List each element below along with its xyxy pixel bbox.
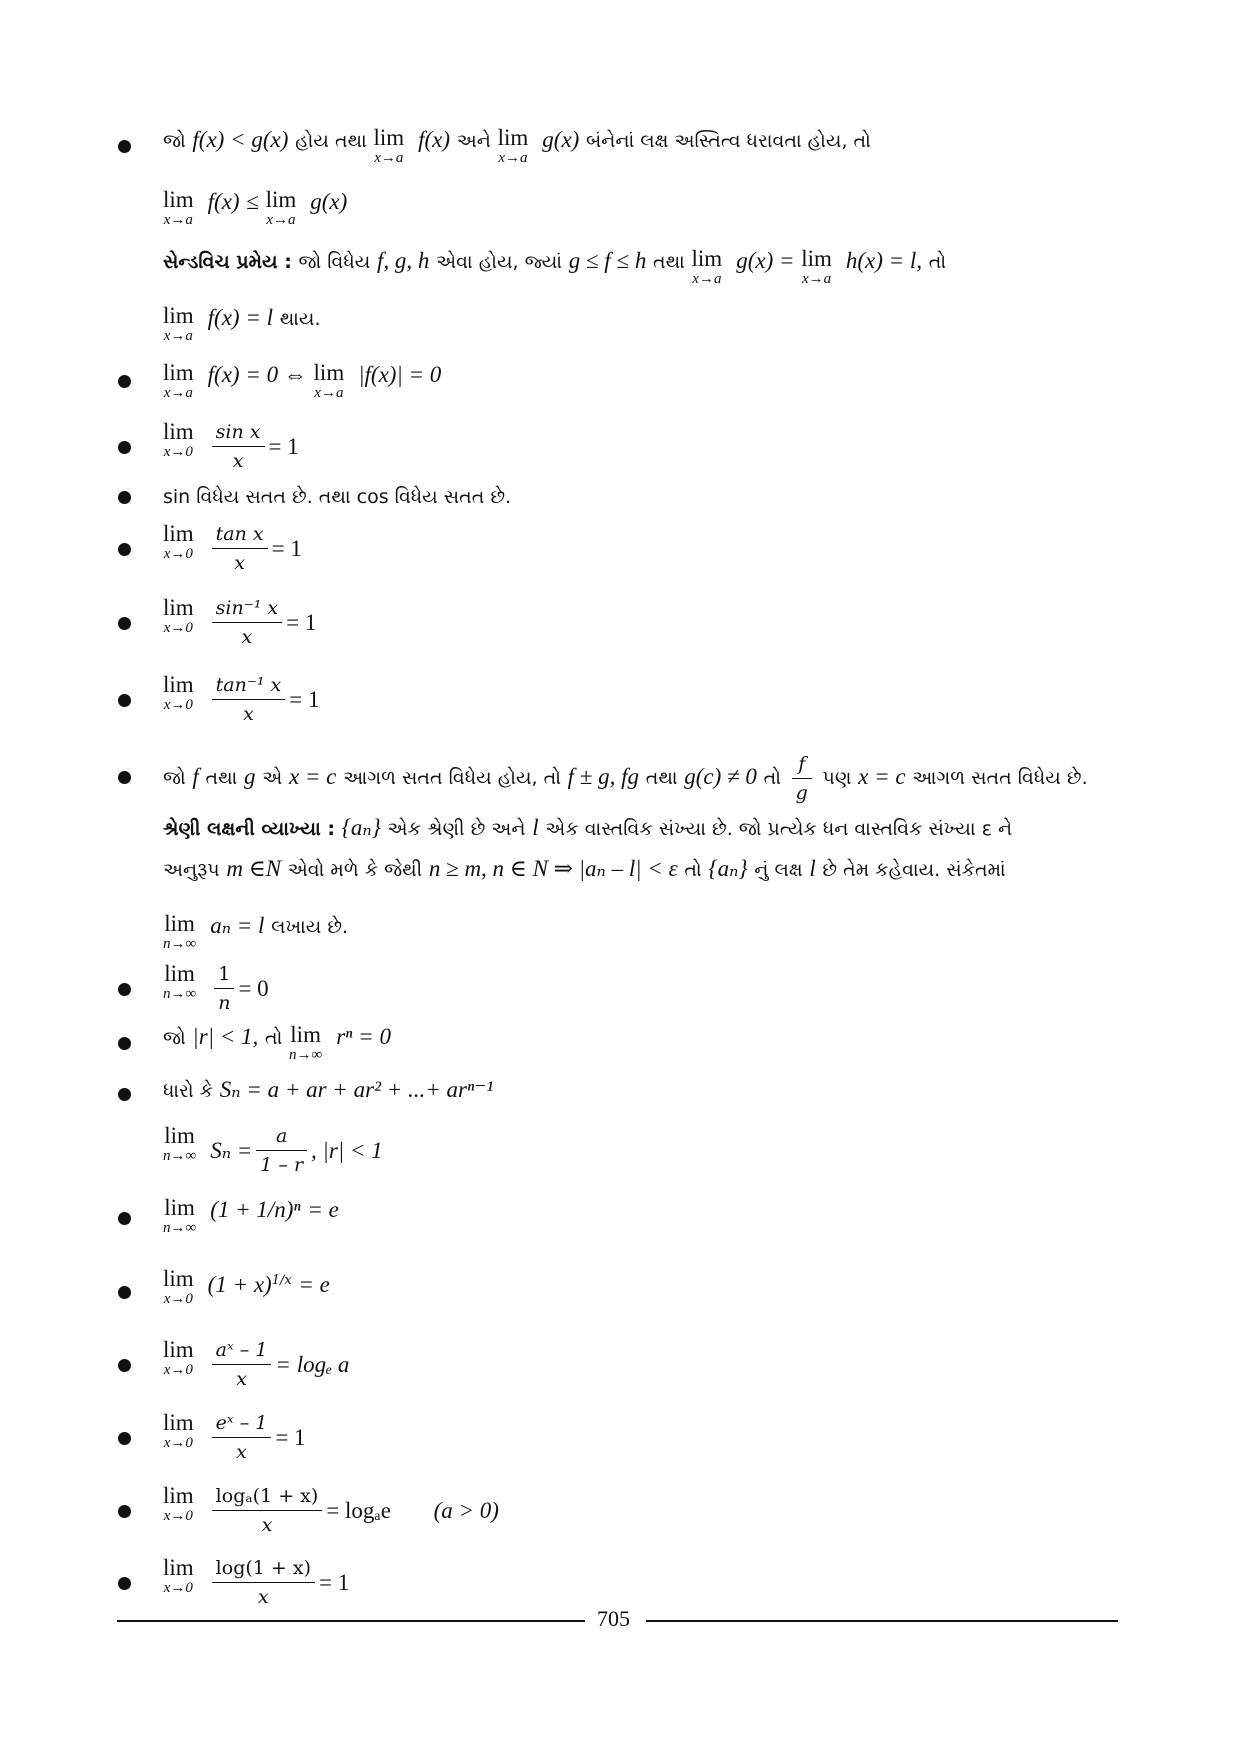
limit-e-function: lim x→0 $(1 + x)^{1/x} = e$ [163, 1266, 330, 1307]
sequence-limit-notation: lim n→∞ aₙ = l લખાય છે. [163, 911, 349, 952]
bullet [118, 1505, 131, 1518]
bullet [118, 441, 131, 454]
sequence-limit-definition-2: અનુરૂપ m ∈N એવો મળે કે જેથી n ≥ m, n ∈ N ⇒ |aₙ – l| < ε તો {aₙ} નું લક્ષ l છે તેમ કહેવાય. સંકેતમાં [163, 856, 1006, 881]
bullet [118, 140, 131, 153]
sandwich-conclusion: lim x→a f(x) = l થાય. [163, 303, 321, 344]
limit-ax-minus-1: lim x→0 $\frac{\text{aˣ – 1}}{x}$ = logₑ a [163, 1337, 350, 1390]
limit-ex-minus-1: lim x→0 $\frac{\text{eˣ – 1}}{x}$ = 1 [163, 1410, 306, 1463]
limit-e-sequence: lim n→∞ (1 + 1/n)ⁿ = e [163, 1195, 339, 1236]
bullet [118, 771, 131, 784]
geometric-series-def: ધારો કે Sₙ = a + ar + ar² + ...+ arⁿ⁻¹ [163, 1077, 494, 1102]
continuity-combinations: જો f તથા g એ x = c આગળ સતત વિધેય હોય, તો f ± g, fg તથા g(c) ≠ 0 તો $\frac{f}{g}$ પણ x = c આગળ સતત વિધેય છે. [163, 753, 1088, 804]
bullet [118, 617, 131, 630]
sin-cos-continuous: sin વિધેય સતત છે. તથા cos વિધેય સતત છે. [163, 486, 512, 508]
bullet [118, 1432, 131, 1445]
limit-arctan-over-x: lim x→0 $\frac{\text{tan⁻¹ x}}{x}$ = 1 [163, 672, 320, 725]
page-number: 705 [597, 1606, 630, 1631]
bullet [118, 983, 131, 996]
limit-arcsin-over-x: lim x→0 $\frac{\text{sin⁻¹ x}}{x}$ = 1 [163, 595, 317, 648]
bullet [118, 543, 131, 556]
bullet [118, 1359, 131, 1372]
sandwich-theorem: સેન્ડવિચ પ્રમેય : જો વિધેય f, g, h એવા હોય, જ્યાં g ≤ f ≤ h તથા lim x→a g(x) = lim x→a h(x) = l, તો [163, 246, 947, 287]
bullet [118, 1577, 131, 1590]
bullet [118, 1286, 131, 1299]
footer-rule-left [117, 1620, 585, 1622]
bullet [118, 1088, 131, 1101]
limit-inequality: lim x→a f(x) ≤ lim x→a g(x) [163, 187, 348, 228]
limit-log-1px: lim x→0 $\frac{\log(1 + x)}{x}$ = 1 [163, 1555, 350, 1608]
bullet [118, 491, 131, 504]
limit-loga-1px: lim x→0 $\frac{\text{logₐ(1 + x)}}{x}$ = logₐe (a > 0) [163, 1483, 499, 1536]
abs-limit: lim x→a f(x) = 0 ⇔ lim x→a |f(x)| = 0 [163, 360, 442, 401]
bullet [118, 1037, 131, 1050]
limit-tanx-over-x: lim x→0 $\frac{\text{tan x}}{x}$ = 1 [163, 521, 302, 574]
bullet [118, 694, 131, 707]
limit-r-pow-n: જો |r| < 1, તો lim n→∞ rⁿ = 0 [163, 1022, 391, 1063]
sequence-limit-definition-1: શ્રેણી લક્ષની વ્યાખ્યા : {aₙ} એક શ્રેણી છે અને l એક વાસ્તવિક સંખ્યા છે. જો પ્રત્યેક ધન વાસ્તવિક સંખ્યા ε ને [163, 815, 1013, 840]
limit-one-over-n: lim n→∞ $\frac{1}{n}$ = 0 [163, 961, 269, 1014]
bullet [118, 1212, 131, 1225]
statement-comparison: જો f(x) < g(x) હોય તથા lim x→a f(x) અને lim x→a g(x) બંનેનાં લક્ષ અસ્તિત્વ ધરાવતા હોય, તો [163, 125, 871, 166]
footer-rule-right [646, 1620, 1118, 1622]
limit-sinx-over-x: lim x→0 $\frac{\text{sin x}}{x}$ = 1 [163, 419, 299, 472]
geometric-series-limit: lim n→∞ Sₙ = $\frac{a}{1 - r}$ , |r| < 1 [163, 1123, 383, 1176]
bullet [118, 375, 131, 388]
